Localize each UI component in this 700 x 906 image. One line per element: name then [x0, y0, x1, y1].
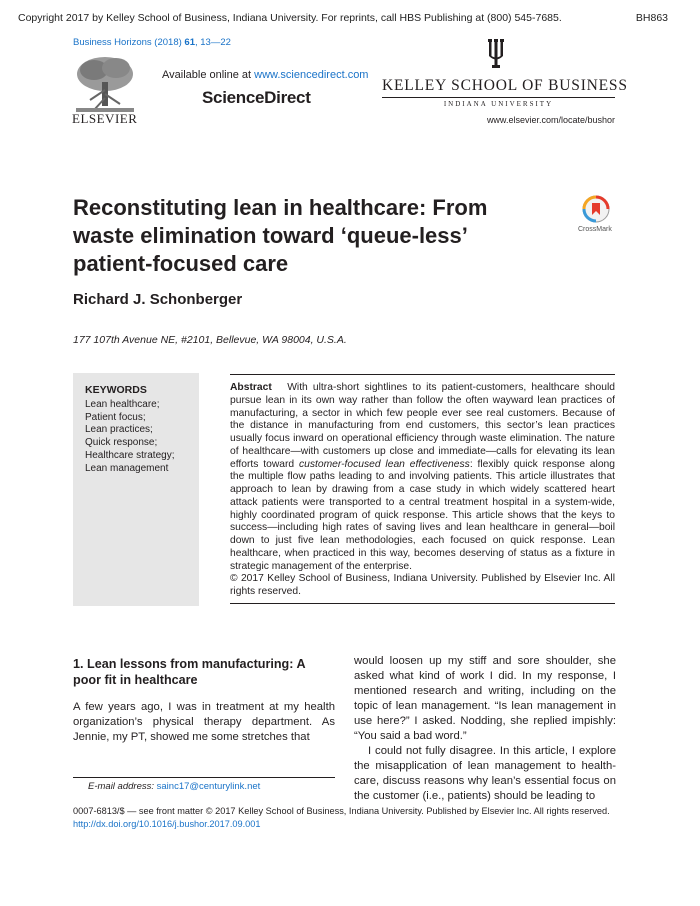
- sciencedirect-link[interactable]: www.sciencedirect.com: [254, 69, 369, 81]
- author-affiliation: 177 107th Avenue NE, #2101, Bellevue, WA 98004, U.S.A.: [73, 334, 347, 346]
- body-paragraph: I could not fully disagree. In this article, I explore the misapplication of lean management to health-care, discuss reasons why lean’s essential focus on the customer (i.e., patients) should be leading to: [354, 745, 616, 802]
- body-column-right: [354, 654, 616, 804]
- kelley-school-name: KELLEY SCHOOL OF BUSINESS: [382, 77, 628, 94]
- author-name: Richard J. Schonberger: [73, 291, 243, 308]
- reprint-code: BH863: [635, 12, 668, 24]
- journal-name: Business Horizons (2018): [73, 37, 182, 48]
- keyword-item: Lean healthcare;: [85, 399, 160, 410]
- keyword-item: Quick response;: [85, 437, 158, 449]
- email-label: E-mail address:: [88, 781, 157, 792]
- journal-volume: 61: [184, 37, 195, 48]
- body-paragraph: would loosen up my stiff and sore shoulder, she asked what kind of work I did. In my response, I mentioned research and writing, including on the topic of lean management. “Is lean management in use here?” I asked. Nodding, she replied impishly: “You said a bad word.”: [354, 655, 616, 742]
- keyword-item: Lean practices;: [85, 424, 153, 436]
- keyword-item: Patient focus;: [85, 411, 146, 423]
- body-column-left: A few years ago, I was in treatment at my health organization’s physical therapy department. As Jennie, my PT, showed me some stretches that: [73, 701, 335, 743]
- journal-pages: , 13—22: [195, 37, 231, 48]
- abstract-text-1: With ultra-short sightlines to its patient-customers, healthcare should pursue lean in its own way rather than follow the often wayward lean practices of manufacturing, a sector in which few people ever see real customers. Because of the distance in manufacturing from end customers, this sector’s lean practices usually focus inward on operational efficiency through waste elimination. The nature of healthcare—with customers up close and immediate—calls for elevating its lean efforts toward: [230, 382, 615, 470]
- available-prefix: Available online at: [162, 69, 255, 81]
- journal-reference[interactable]: [73, 37, 231, 48]
- crossmark-label: CrossMark: [578, 226, 612, 233]
- email-link[interactable]: sainc17@centurylink.net: [156, 781, 261, 792]
- abstract-text-2: : flexibly quick response along the multiple flow paths leading to and involving patients. This article illustrates that approach to lean by drawing from a case study in which widely scattered heart attack patients were transported to a central treatment hospital in a system-wide, highly coordinated program of quick response. This article shows that the keys to success—including high rates of saving lives and lean healthcare in general—boil down to just five lean methodologies, each focused on quick response. Lean healthcare, when practiced in this way, becomes deserving of status as a fixture in strategic management of the enterprise.: [230, 458, 615, 572]
- abstract-top-rule: [230, 374, 615, 375]
- email-footnote: [88, 781, 260, 792]
- elsevier-tree-logo: [72, 54, 138, 114]
- footnote-rule: [73, 777, 335, 778]
- sciencedirect-logo: ScienceDirect: [202, 88, 311, 107]
- abstract-copyright: © 2017 Kelley School of Business, Indiana University. Published by Elsevier Inc. All rights reserved.: [230, 573, 615, 597]
- abstract-label: Abstract: [230, 382, 272, 393]
- available-online: [162, 69, 368, 81]
- abstract-emphasis: customer-focused lean effectiveness: [298, 458, 470, 470]
- abstract-bottom-rule: [230, 603, 615, 604]
- keyword-item: Healthcare strategy;: [85, 449, 175, 461]
- keywords-list: [85, 399, 175, 475]
- article-title: Reconstituting lean in healthcare: From waste elimination toward ‘queue-less’ patient-focused care: [73, 195, 488, 276]
- doi-link[interactable]: http://dx.doi.org/10.1016/j.bushor.2017.09.001: [73, 819, 261, 829]
- elsevier-wordmark: ELSEVIER: [72, 111, 138, 126]
- copyright-notice: Copyright 2017 by Kelley School of Business, Indiana University. For reprints, call HBS Publishing at (800) 545-7685.: [18, 12, 562, 24]
- indiana-university: INDIANA UNIVERSITY: [443, 100, 554, 108]
- keywords-heading: KEYWORDS: [85, 384, 147, 396]
- keyword-item: Lean management: [85, 462, 169, 474]
- section-heading: 1. Lean lessons from manufacturing: A poor fit in healthcare: [73, 657, 306, 687]
- abstract: [230, 382, 615, 599]
- kelley-divider: [382, 97, 615, 98]
- front-matter-line: 0007-6813/$ — see front matter © 2017 Kelley School of Business, Indiana University. Published by Elsevier Inc. All rights reserved.: [73, 806, 610, 816]
- iu-trident-icon: [484, 39, 508, 69]
- crossmark-icon[interactable]: [582, 195, 610, 223]
- journal-site-link[interactable]: www.elsevier.com/locate/bushor: [486, 115, 615, 125]
